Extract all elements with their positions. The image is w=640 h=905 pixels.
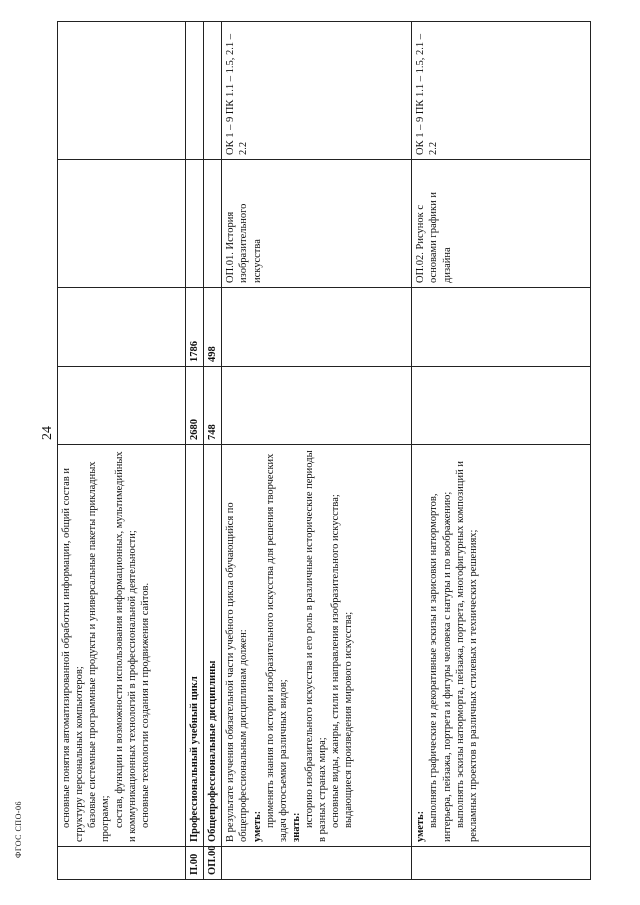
content-item: выполнять эскизы натюрморта, пейзажа, портрета, многофигурных композиций и рекламных проектов в различных стилевых и технических решениях; — [454, 460, 479, 842]
cell-max-load — [58, 367, 186, 445]
cell-hours — [58, 288, 186, 367]
content-item: историю изобразительного искусства и его роль в различные исторические периоды в разных странах мира; — [304, 450, 329, 842]
cell-competencies — [186, 22, 204, 160]
cell-max-load: 2680 — [186, 367, 204, 445]
cell-discipline: ОП.02. Рисунок с основами графики и дизайна — [412, 160, 591, 288]
cell-section-title: Общепрофессиональные дисциплины — [204, 445, 222, 847]
umet-label: уметь: — [415, 810, 427, 842]
content-intro: В результате изучения обязательной части учебного цикла обучающийся по общепрофессиональным дисциплинам должен: — [225, 502, 250, 842]
cell-code: ОП.00 — [204, 847, 222, 880]
cell-code — [58, 847, 186, 880]
cell-code — [222, 847, 412, 880]
cell-hours: 498 — [204, 288, 222, 367]
umet-label: уметь: — [251, 810, 263, 842]
cell-code: П.00 — [186, 847, 204, 880]
table-row — [204, 22, 222, 880]
content-item: применять знания по истории изобразительного искусства для решения творческих задач фотосъемки различных видов; — [264, 453, 289, 842]
content-item: выдающиеся произведения мирового искусства; — [343, 611, 355, 828]
content-item: выполнять графические и декоративные эскизы и зарисовки натюрмортов, интерьера, пейзажа, портрета и фигуры человека с натуры и по воображению; — [428, 491, 453, 842]
curriculum-table-rotated — [57, 22, 591, 880]
cell-competencies: ОК 1 – 9 ПК 1.1 – 1.5, 2.1 – 2.2 — [222, 22, 412, 160]
content-item: базовые системные программные продукты и универсальные пакеты прикладных программ; — [87, 461, 112, 842]
cell-discipline — [204, 160, 222, 288]
cell-max-load — [412, 367, 591, 445]
cell-content — [58, 445, 186, 847]
cell-discipline: ОП.01. История изобразительного искусства — [222, 160, 412, 288]
table-row — [186, 22, 204, 880]
cell-max-load — [222, 367, 412, 445]
cell-max-load: 748 — [204, 367, 222, 445]
content-item: основные понятия автоматизированной обработки информации, общий состав и структуру персональных компьютеров; — [61, 467, 86, 842]
table-row — [222, 22, 412, 880]
cell-competencies — [58, 22, 186, 160]
curriculum-table — [57, 21, 591, 880]
cell-content — [222, 445, 412, 847]
cell-hours — [222, 288, 412, 367]
znat-label: знать: — [290, 812, 302, 842]
cell-hours — [412, 288, 591, 367]
content-item: основные виды, жанры, стили и направления изобразительного искусства; — [330, 494, 342, 828]
cell-discipline — [58, 160, 186, 288]
cell-hours: 1786 — [186, 288, 204, 367]
cell-content — [412, 445, 591, 847]
document-code: ФГОС СПО-06 — [14, 800, 23, 858]
content-item: основные технологии создания и продвижения сайтов. — [139, 582, 151, 828]
table-row — [58, 22, 186, 880]
cell-code — [412, 847, 591, 880]
cell-competencies: ОК 1 – 9 ПК 1.1 – 1.5, 2.1 – 2.2 — [412, 22, 591, 160]
table-row — [412, 22, 591, 880]
cell-discipline — [186, 160, 204, 288]
content-item: состав, функции и возможности использования информационных, мультимедийных и коммуникационных технологий в профессиональной деятельности; — [113, 451, 138, 842]
cell-section-title: Профессиональный учебный цикл — [186, 445, 204, 847]
cell-competencies — [204, 22, 222, 160]
page-number: 24 — [40, 426, 55, 440]
